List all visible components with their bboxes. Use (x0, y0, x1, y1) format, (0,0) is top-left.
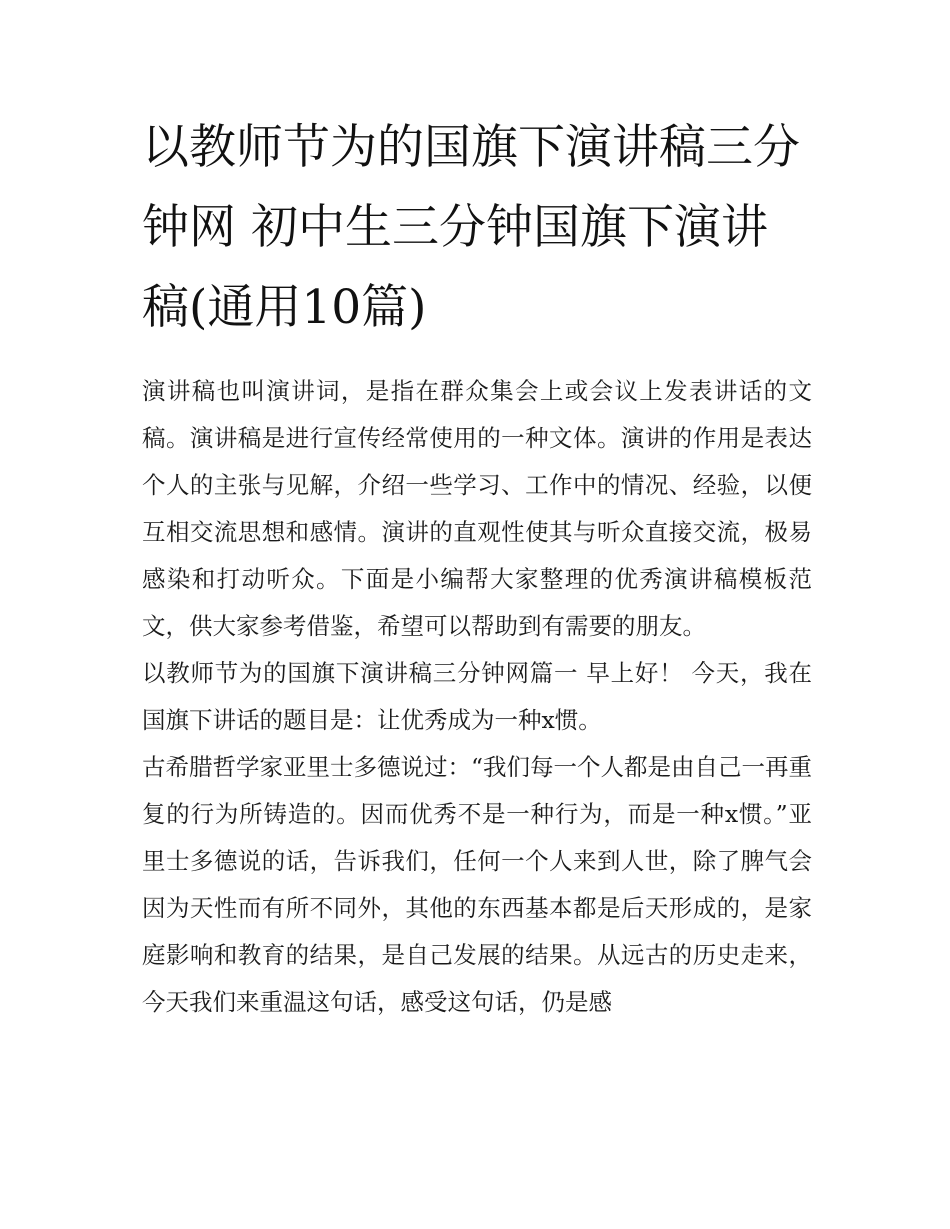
document-title: 以教师节为的国旗下演讲稿三分钟网 初中生三分钟国旗下演讲稿(通用10篇) (142, 120, 800, 335)
speech-opening-paragraph: 以教师节为的国旗下演讲稿三分钟网篇一 早上好！ 今天，我在国旗下讲话的题目是：让优秀成为一种x惯。 (142, 659, 812, 734)
document-body (142, 108, 812, 1026)
intro-paragraph: 演讲稿也叫演讲词，是指在群众集会上或会议上发表讲话的文稿。演讲稿是进行宣传经常使用的一种文体。演讲的作用是表达个人的主张与见解，介绍一些学习、工作中的情况、经验，以便互相交流思想和感情。演讲的直观性使其与听众直接交流，极易感染和打动听众。下面是小编帮大家整理的优秀演讲稿模板范文，供大家参考借鉴，希望可以帮助到有需要的朋友。 (142, 377, 812, 640)
paragraph-list (142, 368, 812, 1026)
aristotle-quote-paragraph: 古希腊哲学家亚里士多德说过：“我们每一个人都是由自己一再重复的行为所铸造的。因而优秀不是一种行为，而是一种x惯。”亚里士多德说的话，告诉我们，任何一个人来到人世，除了脾气会因为天性而有所不同外，其他的东西基本都是后天形成的，是家庭影响和教育的结果，是自己发展的结果。从远古的历史走来，今天我们来重温这句话，感受这句话，仍是感 (142, 753, 813, 1016)
